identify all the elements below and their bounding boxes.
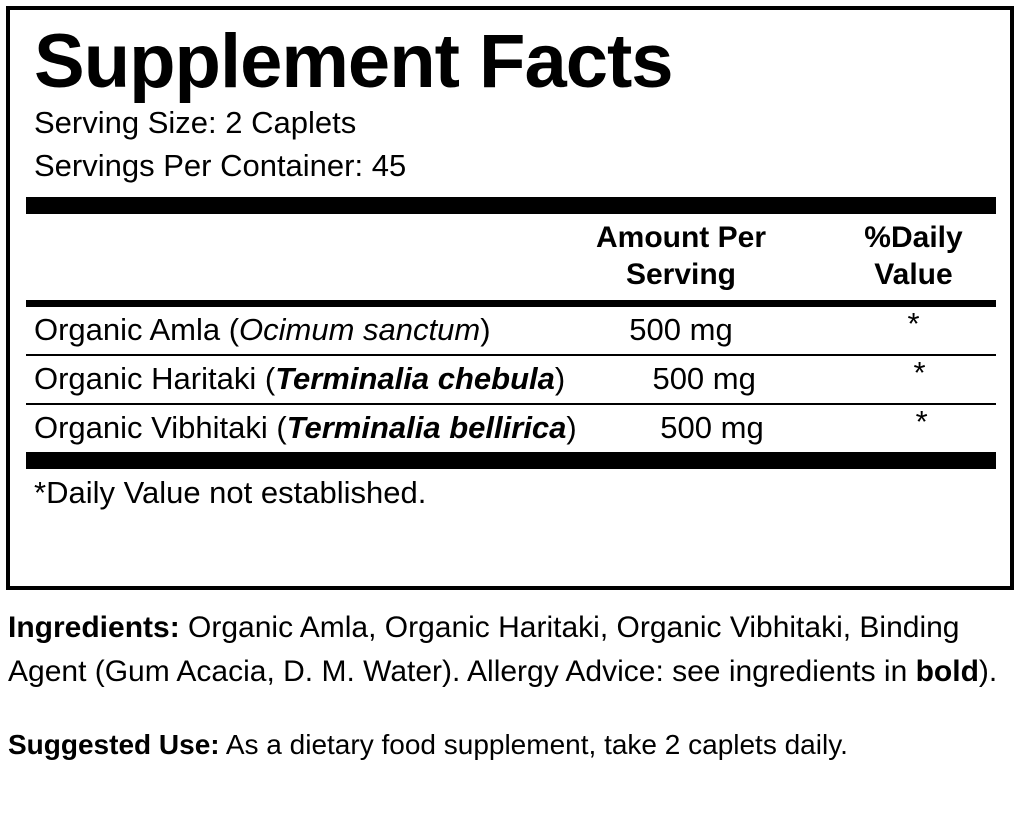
- ingredient-name-latin: Terminalia bellirica: [286, 409, 567, 445]
- ingredient-name: [26, 361, 565, 397]
- ingredient-daily-value: *: [913, 354, 926, 390]
- ingredients-text-part2: ).: [978, 655, 998, 689]
- dv-header-line1: %Daily: [864, 221, 963, 255]
- divider-thick-bottom: [26, 452, 996, 469]
- servings-per-container-text: Servings Per Container: 45: [34, 147, 407, 183]
- page-title: Supplement Facts: [34, 19, 673, 104]
- suggested-use-paragraph: [8, 725, 1012, 764]
- ingredient-name-latin: Terminalia chebula: [275, 360, 555, 396]
- ingredients-label: Ingredients:: [8, 611, 180, 644]
- table-row: [26, 307, 996, 354]
- daily-value-header: [831, 220, 996, 293]
- ingredient-name: [26, 410, 577, 446]
- ingredient-name-tail: ): [566, 409, 577, 445]
- serving-size-text: Serving Size: 2 Caplets: [34, 104, 357, 140]
- ingredients-paragraph: [8, 606, 1012, 695]
- dv-header-line2: Value: [874, 257, 953, 291]
- suggested-use-text: As a dietary food supplement, take 2 caplets daily.: [219, 728, 848, 760]
- table-row: [26, 356, 996, 403]
- ingredient-name-plain: Organic Vibhitaki (: [34, 409, 287, 445]
- ingredient-name-tail: ): [554, 360, 566, 396]
- suggested-use-label: Suggested Use:: [8, 728, 220, 760]
- ingredient-amount: 500 mg: [660, 409, 764, 445]
- lower-text-block: [8, 606, 1012, 764]
- ingredient-daily-value: *: [907, 305, 920, 341]
- ingredient-daily-value: *: [915, 403, 928, 439]
- ingredient-name-plain: Organic Haritaki (: [34, 360, 276, 396]
- ingredient-name-latin: Ocimum sanctum: [239, 311, 481, 347]
- amount-per-serving-header: [531, 220, 831, 293]
- ingredient-amount: 500 mg: [652, 360, 756, 396]
- ingredient-amount: 500 mg: [629, 311, 733, 347]
- table-header-row: [26, 214, 996, 299]
- amount-header-line1: Amount Per: [595, 221, 766, 255]
- divider-thick-top: [26, 197, 996, 214]
- ingredient-name: [26, 312, 531, 348]
- ingredients-bold-word: bold: [915, 655, 979, 689]
- daily-value-footnote: *Daily Value not established.: [34, 474, 427, 510]
- amount-header-line2: Serving: [625, 257, 737, 291]
- table-row: [26, 405, 996, 452]
- ingredient-name-tail: ): [480, 311, 491, 347]
- ingredient-name-plain: Organic Amla (: [34, 311, 240, 347]
- supplement-facts-panel: [6, 6, 1014, 590]
- ingredients-text-part1: Organic Amla, Organic Haritaki, Organic Vibhitaki, Binding Agent (Gum Acacia, D. M. Water). Allergy Advice: see ingredients in: [8, 611, 960, 689]
